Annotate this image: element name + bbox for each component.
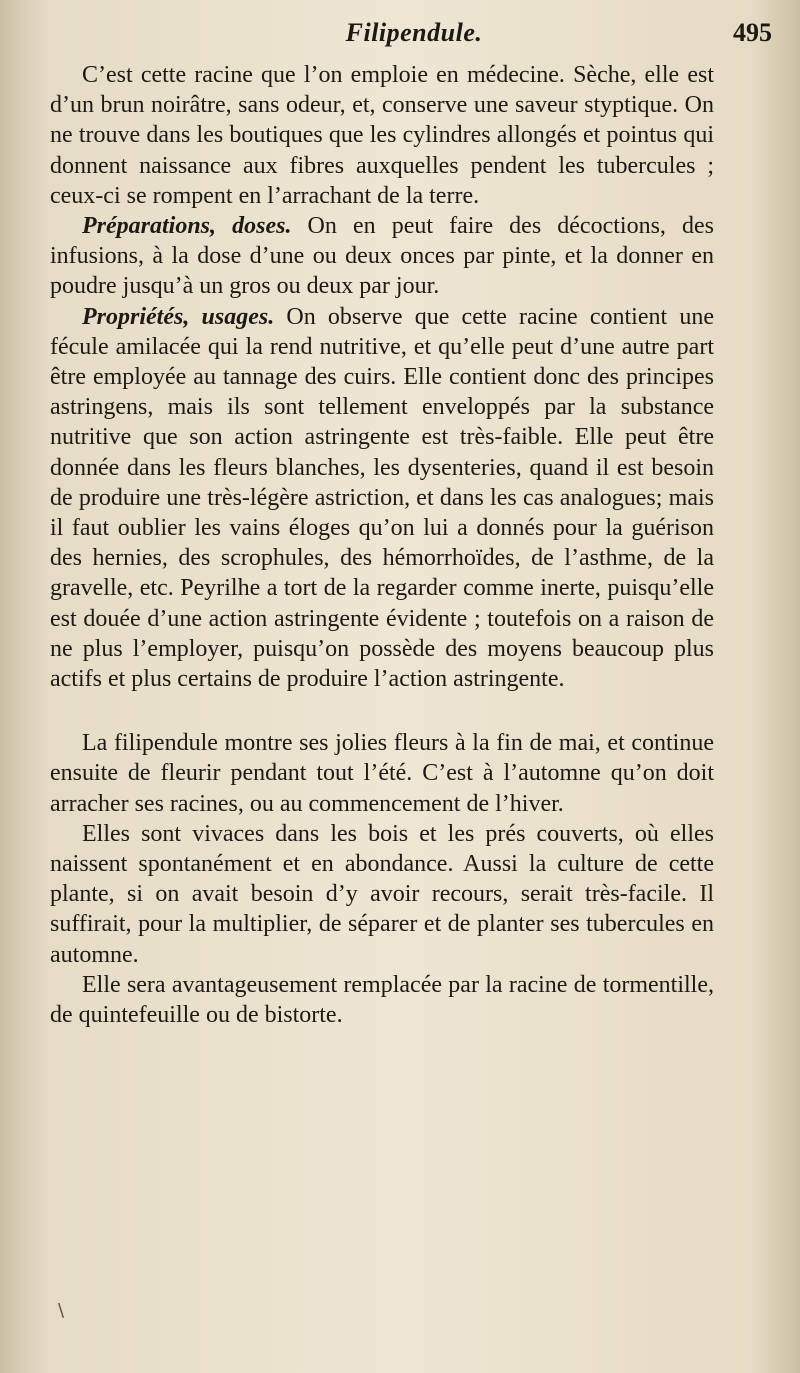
section-lead-properties: Propriétés, usages. bbox=[82, 303, 275, 330]
footer-mark: \ bbox=[58, 1300, 65, 1321]
paragraph-text: Elles sont vivaces dans les bois et les prés couverts, où elles naissent spontanément et en abondance. Aussi la culture de cette plante, si on avait besoin d’y avoir recours, serait très-facile. Il suffirait, pour la multiplier, de séparer et de planter ses tubercules en automne. bbox=[50, 820, 714, 968]
paragraph-flowering bbox=[50, 728, 714, 819]
body-text bbox=[50, 60, 714, 1030]
paragraph-substitutes bbox=[50, 970, 714, 1030]
paragraph-text: Elle sera avantageusement remplacée par la racine de tormentille, de quintefeuille ou de bistorte. bbox=[50, 971, 714, 1029]
running-title: Filipendule. bbox=[345, 18, 483, 47]
paragraph-text: C’est cette racine que l’on emploie en médecine. Sèche, elle est d’un brun noirâtre, sans odeur, et, conserve une saveur styptique. On ne trouve dans les boutiques que les cylindres allongés et pointus qui donnent naissance aux fibres auxquelles pendent les tubercules ; ceux-ci se rompent en l’arrachant de la terre. bbox=[50, 62, 714, 209]
paragraph-preparations bbox=[50, 211, 714, 302]
paragraph-text: On observe que cette racine contient une fécule amilacée qui la rend nutritive, et qu’elle peut d’une autre part être employée au tannage des cuirs. Elle contient donc des principes astringens, mais ils sont tellement enveloppés par la substance nutritive que son action astringente est très-faible. Elle peut être donnée dans les fleurs blanches, les dysenteries, quand il est besoin de produire une très-légère astriction, et dans les cas analogues; mais il faut oublier les vains éloges qu’on lui a donnés pour la guérison des hernies, des scrophules, des hémorrhoïdes, de l’asthme, de la gravelle, etc. Peyrilhe a tort de la regarder comme inerte, puisqu’elle est douée d’une action astringente évidente ; toutefois on a raison de ne plus l’employer, puisqu’on possède des moyens beaucoup plus actifs et plus certains de produire l’action astringente. bbox=[50, 303, 714, 693]
paragraph-root-description bbox=[50, 60, 714, 211]
section-lead-preparations: Préparations, doses. bbox=[82, 213, 292, 240]
page-number: 495 bbox=[733, 18, 772, 47]
paragraph-habitat bbox=[50, 819, 714, 970]
paragraph-text: La filipendule montre ses jolies fleurs à la fin de mai, et continue ensuite de fleurir pendant tout l’été. C’est à l’automne qu’on doit arracher ses racines, ou au commencement de l’hiver. bbox=[50, 730, 714, 817]
paragraph-text: On en peut faire des décoctions, des infusions, à la dose d’une ou deux onces par pinte, et la donner en poudre jusqu’à un gros ou deux par jour. bbox=[50, 213, 714, 300]
paragraph-properties bbox=[50, 302, 714, 695]
page-header bbox=[48, 18, 780, 58]
